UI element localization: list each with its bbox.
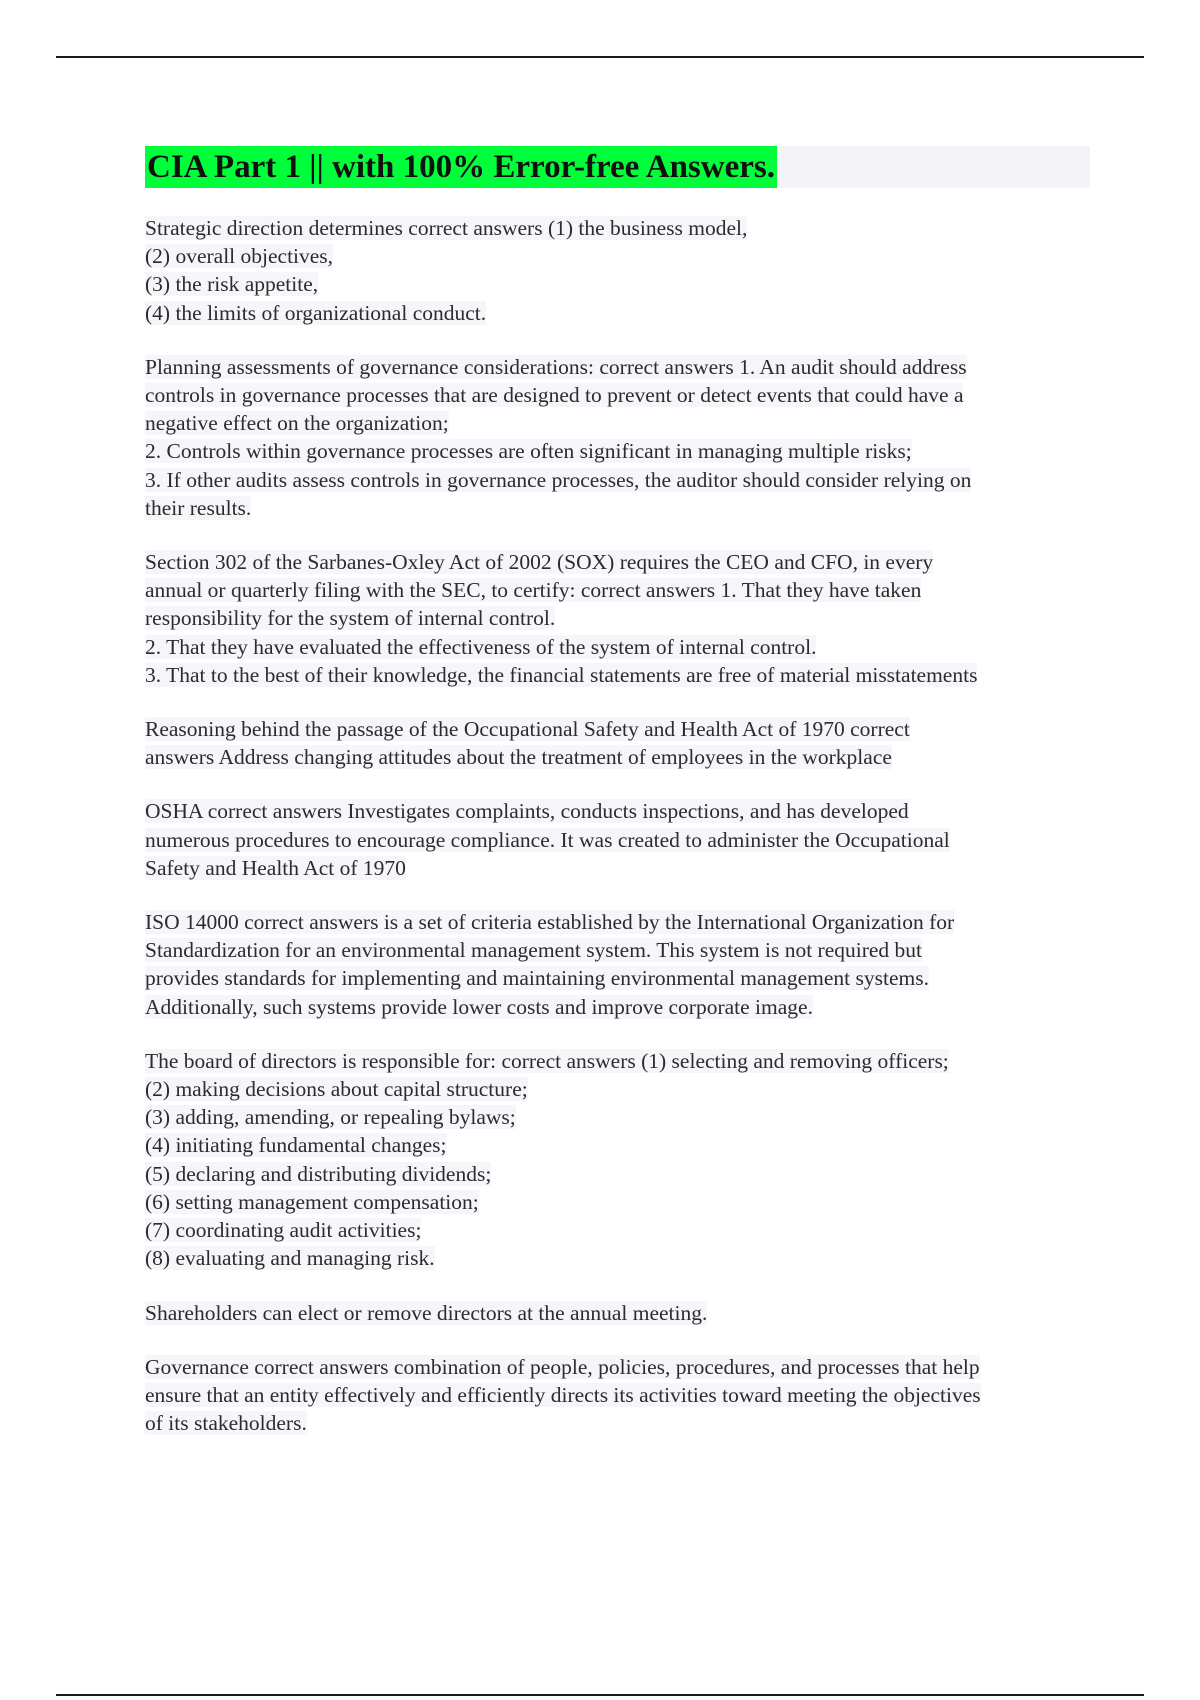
- text-line-content: numerous procedures to encourage compliance. It was created to administer the Occupational: [145, 827, 950, 852]
- text-line: [145, 1188, 1090, 1216]
- qa-block: [145, 1047, 1090, 1273]
- qa-block: [145, 908, 1090, 1021]
- text-line-content: (3) adding, amending, or repealing bylaws;: [145, 1105, 516, 1130]
- text-line-content: (5) declaring and distributing dividends;: [145, 1161, 492, 1186]
- text-line: [145, 661, 1090, 689]
- header-rule: [56, 56, 1144, 58]
- text-line-content: responsibility for the system of internal control.: [145, 606, 556, 631]
- text-line-content: ensure that an entity effectively and efficiently directs its activities toward meeting the objectives: [145, 1382, 981, 1407]
- text-line-content: their results.: [145, 495, 252, 520]
- text-line: [145, 797, 1090, 825]
- document-body: [145, 146, 1090, 1463]
- text-line-content: (2) making decisions about capital structure;: [145, 1077, 528, 1102]
- document-title: CIA Part 1 || with 100% Error-free Answers.: [145, 146, 777, 188]
- text-line-content: ISO 14000 correct answers is a set of criteria established by the International Organization for: [145, 910, 955, 935]
- text-line: [145, 1103, 1090, 1131]
- text-line: [145, 1409, 1090, 1437]
- text-line-content: Reasoning behind the passage of the Occupational Safety and Health Act of 1970 correct: [145, 717, 910, 742]
- text-line: [145, 1047, 1090, 1075]
- text-line-content: Section 302 of the Sarbanes-Oxley Act of 2002 (SOX) requires the CEO and CFO, in every: [145, 550, 934, 575]
- text-line-content: 3. That to the best of their knowledge, the financial statements are free of material misstatements: [145, 662, 978, 687]
- text-line-content: (2) overall objectives,: [145, 244, 334, 269]
- text-line-content: provides standards for implementing and maintaining environmental management systems.: [145, 966, 929, 991]
- text-line: [145, 715, 1090, 743]
- text-line: [145, 1131, 1090, 1159]
- text-line: [145, 494, 1090, 522]
- qa-block: [145, 1353, 1090, 1438]
- text-line: [145, 353, 1090, 381]
- text-line-content: Strategic direction determines correct answers (1) the business model,: [145, 216, 748, 240]
- qa-block: [145, 715, 1090, 771]
- qa-blocks: [145, 214, 1090, 1437]
- text-line-content: Safety and Health Act of 1970: [145, 855, 406, 880]
- text-line-content: 2. That they have evaluated the effectiveness of the system of internal control.: [145, 634, 817, 659]
- text-line-content: (7) coordinating audit activities;: [145, 1218, 422, 1243]
- text-line-content: Planning assessments of governance considerations: correct answers 1. An audit should address: [145, 354, 967, 379]
- text-line-content: controls in governance processes that are designed to prevent or detect events that could have a: [145, 383, 964, 408]
- qa-block: [145, 1299, 1090, 1327]
- qa-block: [145, 548, 1090, 689]
- text-line: [145, 466, 1090, 494]
- text-line: [145, 964, 1090, 992]
- text-line: [145, 826, 1090, 854]
- text-line: [145, 381, 1090, 409]
- text-line-content: Shareholders can elect or remove directors at the annual meeting.: [145, 1300, 708, 1325]
- text-line-content: (4) initiating fundamental changes;: [145, 1133, 447, 1158]
- text-line: [145, 993, 1090, 1021]
- text-line: [145, 242, 1090, 270]
- footer-rule: [56, 1694, 1144, 1696]
- qa-block: [145, 214, 1090, 327]
- text-line: [145, 548, 1090, 576]
- text-line-content: (6) setting management compensation;: [145, 1189, 479, 1214]
- text-line: [145, 214, 1090, 242]
- text-line: [145, 299, 1090, 327]
- text-line: [145, 633, 1090, 661]
- text-line-content: 3. If other audits assess controls in governance processes, the auditor should consider relying on: [145, 467, 972, 492]
- text-line-content: OSHA correct answers Investigates complaints, conducts inspections, and has developed: [145, 799, 909, 824]
- text-line: [145, 409, 1090, 437]
- text-line-content: (4) the limits of organizational conduct.: [145, 300, 487, 325]
- text-line: [145, 1353, 1090, 1381]
- text-line: [145, 437, 1090, 465]
- text-line-content: Governance correct answers combination of people, policies, procedures, and processes that help: [145, 1354, 980, 1379]
- text-line: [145, 743, 1090, 771]
- title-bar: [145, 146, 1090, 188]
- qa-block: [145, 797, 1090, 882]
- text-line: [145, 854, 1090, 882]
- text-line: [145, 576, 1090, 604]
- text-line: [145, 1160, 1090, 1188]
- text-line-content: (3) the risk appetite,: [145, 272, 319, 297]
- text-line: [145, 908, 1090, 936]
- text-line: [145, 270, 1090, 298]
- qa-block: [145, 353, 1090, 522]
- text-line: [145, 1244, 1090, 1272]
- text-line: [145, 1381, 1090, 1409]
- text-line-content: negative effect on the organization;: [145, 411, 449, 436]
- text-line-content: of its stakeholders.: [145, 1411, 307, 1436]
- text-line: [145, 1299, 1090, 1327]
- text-line: [145, 936, 1090, 964]
- text-line-content: Standardization for an environmental management system. This system is not required but: [145, 938, 923, 963]
- text-line-content: 2. Controls within governance processes are often significant in managing multiple risks;: [145, 439, 912, 464]
- text-line-content: The board of directors is responsible for: correct answers (1) selecting and removing officers;: [145, 1048, 949, 1073]
- text-line-content: answers Address changing attitudes about the treatment of employees in the workplace: [145, 745, 892, 770]
- text-line-content: Additionally, such systems provide lower costs and improve corporate image.: [145, 994, 813, 1019]
- text-line-content: annual or quarterly filing with the SEC, to certify: correct answers 1. That they have taken: [145, 578, 922, 603]
- text-line: [145, 604, 1090, 632]
- text-line: [145, 1075, 1090, 1103]
- text-line: [145, 1216, 1090, 1244]
- text-line-content: (8) evaluating and managing risk.: [145, 1246, 435, 1271]
